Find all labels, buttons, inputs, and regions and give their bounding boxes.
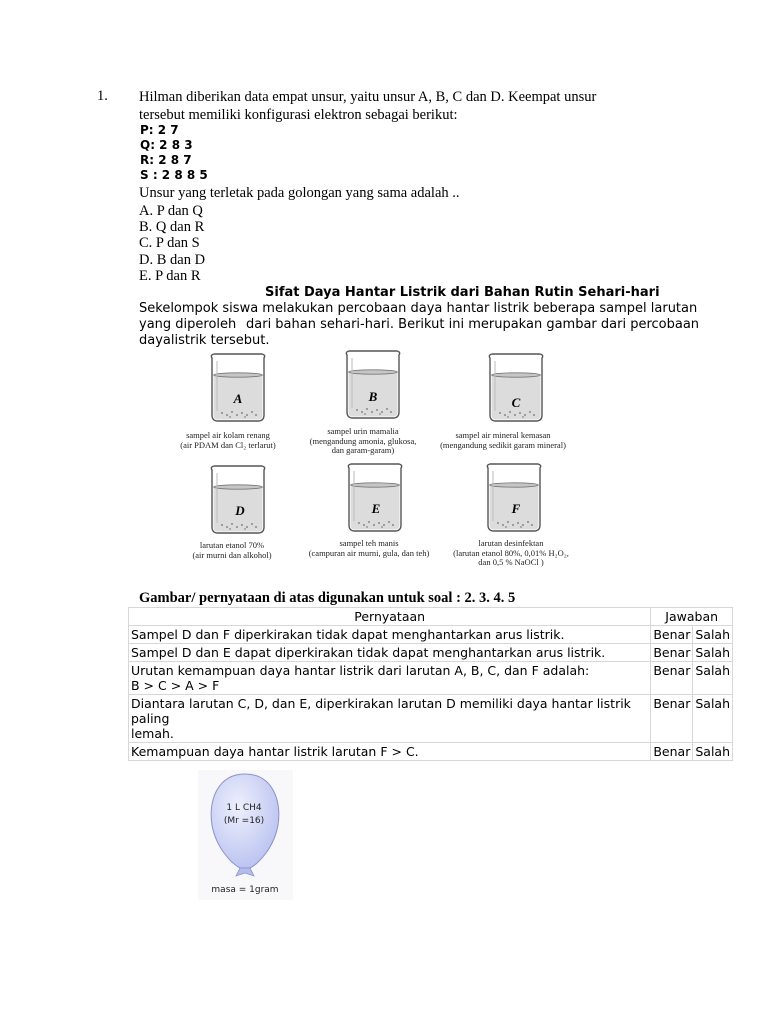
beaker-c-letter: C [511, 395, 521, 410]
statement-row-2 [129, 644, 733, 662]
question-prompt: Unsur yang terletak pada golongan yang sama adalah .. [139, 185, 460, 201]
statements-title: Gambar/ pernyataan di atas digunakan untuk soal : 2. 3. 4. 5 [139, 590, 516, 606]
statement-row-4 [129, 695, 733, 743]
statement-text: Kemampuan daya hantar listrik larutan F > C. [129, 743, 651, 761]
statement-row-3 [129, 662, 733, 695]
option-a[interactable]: A. P dan Q [139, 203, 203, 219]
question-intro-line-2: tersebut memiliki konfigurasi elektron sebagai berikut: [139, 107, 458, 123]
benar-option[interactable]: Benar [651, 695, 693, 743]
balloon-label-1: 1 L CH4 [226, 803, 262, 813]
salah-option[interactable]: Salah [693, 644, 733, 662]
benar-option[interactable]: Benar [651, 626, 693, 644]
benar-option[interactable]: Benar [651, 662, 693, 695]
salah-option[interactable]: Salah [693, 626, 733, 644]
beaker-e-caption: sampel teh manis (campuran air murni, gula, dan teh) [308, 538, 430, 558]
beaker-d-letter: D [235, 503, 245, 518]
question-number: 1. [97, 88, 108, 104]
statements-header-row [129, 608, 733, 626]
balloon-label-2: (Mr =16) [223, 816, 265, 826]
beaker-d-caption: larutan etanol 70% (air murni dan alkohol) [192, 540, 272, 560]
section-title: Sifat Daya Hantar Listrik dari Bahan Rutin Sehari-hari [265, 285, 660, 300]
beaker-b-caption: sampel urin mamalia (mengandung amonia, glukosa, dan garam-garam) [309, 426, 417, 455]
question-intro-line-1: Hilman diberikan data empat unsur, yaitu unsur A, B, C dan D. Keempat unsur [139, 89, 597, 105]
beaker-a-caption: sampel air kolam renang (air PDAM dan Cl₂ terlarut) [180, 430, 276, 450]
config-q: Q: 2 8 3 [140, 138, 193, 152]
statement-column-header: Pernyataan [129, 608, 651, 626]
option-b[interactable]: B. Q dan R [139, 219, 205, 235]
section-paragraph-line-2b: dari bahan sehari-hari. Berikut ini merupakan gambar dari percobaan [246, 317, 700, 332]
salah-option[interactable]: Salah [693, 662, 733, 695]
section-paragraph-line-3: dayalistrik tersebut. [139, 333, 270, 348]
beaker-d [211, 466, 264, 533]
beaker-b [346, 351, 399, 418]
benar-option[interactable]: Benar [651, 644, 693, 662]
statement-text: Diantara larutan C, D, dan E, diperkirakan larutan D memiliki daya hantar listrik paling lemah. [129, 695, 651, 743]
config-r: R: 2 8 7 [140, 153, 192, 167]
section-paragraph-line-1: Sekelompok siswa melakukan percobaan daya hantar listrik beberapa sampel larutan [139, 301, 698, 316]
balloon-mass-label: masa = 1gram [211, 885, 279, 895]
beaker-c [489, 354, 542, 421]
option-e[interactable]: E. P dan R [139, 268, 201, 284]
statement-text: Urutan kemampuan daya hantar listrik dari larutan A, B, C, dan F adalah: B > C > A > F [129, 662, 651, 695]
beaker-a [211, 354, 264, 421]
balloon-figure [198, 770, 293, 900]
beaker-f [487, 464, 540, 531]
beaker-f-caption: larutan desinfektan (larutan etanol 80%, 0,01% H₂O₂, dan 0,5 % NaOCl ) [453, 538, 569, 567]
section-paragraph-line-2a: yang diperoleh [139, 317, 237, 332]
statement-text: Sampel D dan F diperkirakan tidak dapat menghantarkan arus listrik. [129, 626, 651, 644]
salah-option[interactable]: Salah [693, 695, 733, 743]
beaker-f-letter: F [511, 501, 521, 516]
statement-text: Sampel D dan E dapat diperkirakan tidak dapat menghantarkan arus listrik. [129, 644, 651, 662]
benar-option[interactable]: Benar [651, 743, 693, 761]
statements-table [128, 607, 733, 761]
config-s: S : 2 8 8 5 [140, 168, 208, 182]
answer-column-header: Jawaban [651, 608, 733, 626]
statement-row-5 [129, 743, 733, 761]
option-c[interactable]: C. P dan S [139, 235, 200, 251]
statement-row-1 [129, 626, 733, 644]
config-p: P: 2 7 [140, 123, 179, 137]
beaker-c-caption: sampel air mineral kemasan (mengandung sedikit garam mineral) [440, 430, 566, 450]
beaker-e-letter: E [371, 501, 381, 516]
option-d[interactable]: D. B dan D [139, 252, 206, 268]
beaker-b-letter: B [368, 389, 378, 404]
salah-option[interactable]: Salah [693, 743, 733, 761]
beaker-e [348, 464, 401, 531]
beaker-a-letter: A [233, 391, 243, 406]
